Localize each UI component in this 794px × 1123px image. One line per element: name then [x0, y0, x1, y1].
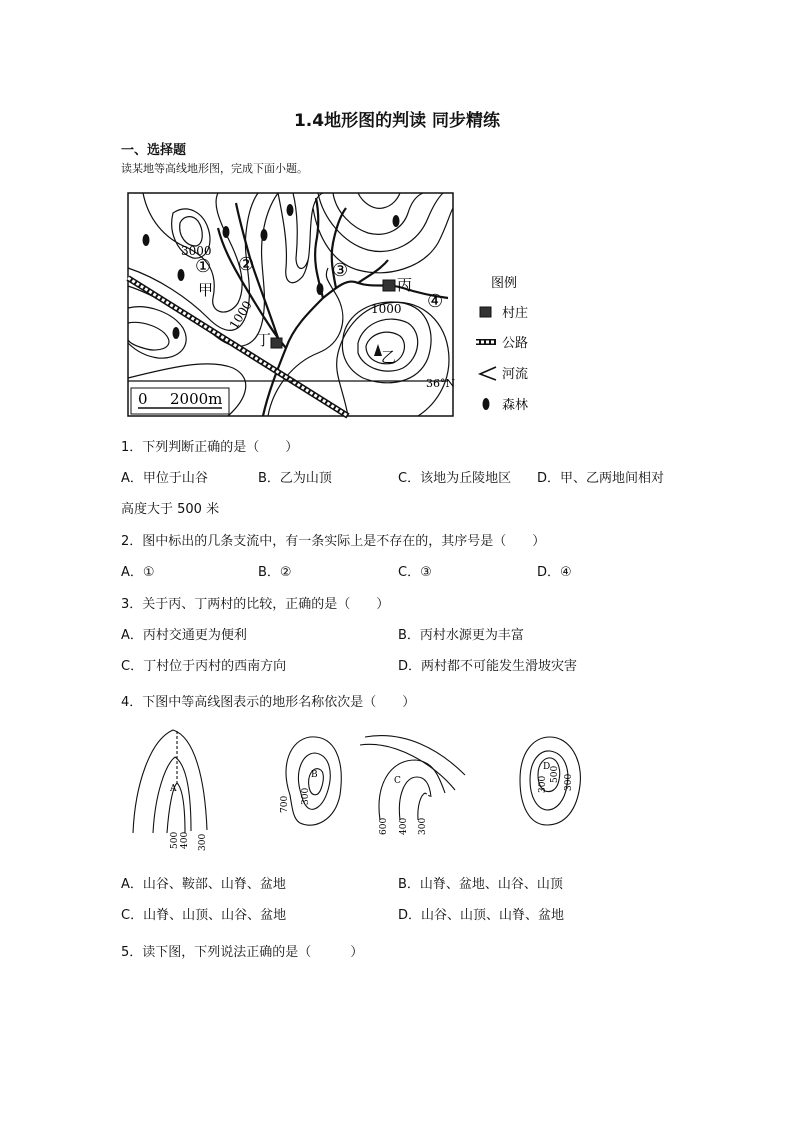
question-3-stem: 3．关于丙、丁两村的比较，正确的是（ ） [121, 597, 390, 612]
question-2-option-d[interactable]: D．④ [537, 565, 572, 580]
place-ding: 丁 [256, 331, 272, 349]
fig-b-label: B [311, 770, 318, 780]
question-2-stem: 2．图中标出的几条支流中，有一条实际上是不存在的，其序号是（ ） [121, 534, 546, 549]
legend-village-icon [480, 307, 491, 317]
fig-d-300-outer: 300 [564, 773, 574, 791]
question-3-option-c[interactable]: C．丁村位于丙村的西南方向 [121, 659, 287, 674]
fig-d-500: 500 [550, 765, 560, 783]
fig-a-400: 400 [180, 831, 190, 849]
fig-a-500: 500 [170, 831, 180, 849]
question-1-option-d-continued: 高度大于 500 米 [121, 502, 220, 517]
contour-map [118, 188, 538, 424]
fig-c-400: 400 [399, 817, 409, 835]
contour-label-1000-left: 1000 [226, 298, 255, 332]
place-yi: 乙 [381, 348, 397, 366]
page-title: 1.4地形图的判读 同步精练 [293, 111, 501, 131]
question-1-option-c[interactable]: C．该地为丘陵地区 [398, 471, 512, 486]
intro-text: 读某地等高线地形图，完成下面小题。 [121, 162, 308, 175]
fig-c-label: C [394, 776, 401, 786]
tributary-1: ① [195, 256, 212, 277]
question-3-option-a[interactable]: A．丙村交通更为便利 [121, 628, 247, 643]
tributary-3: ③ [332, 260, 349, 281]
contour-label-1000-right: 1000 [371, 302, 402, 316]
legend-road: 公路 [502, 336, 529, 351]
place-bing: 丙 [397, 276, 413, 294]
question-1-option-b[interactable]: B．乙为山顶 [258, 471, 332, 486]
fig-b-300: 300 [301, 787, 311, 805]
question-2-option-b[interactable]: B．② [258, 565, 292, 580]
fig-d-300-inner: 300 [538, 775, 548, 793]
scale-length: 2000m [170, 390, 223, 408]
section-heading: 一、选择题 [121, 143, 187, 158]
fig-c-600: 600 [379, 817, 389, 835]
fig-c-300: 300 [418, 817, 428, 835]
question-4-option-a[interactable]: A．山谷、鞍部、山脊、盆地 [121, 877, 286, 892]
place-jia: 甲 [198, 281, 214, 299]
scale-zero: 0 [138, 390, 148, 408]
legend-river: 河流 [502, 367, 529, 382]
fig-b-700: 700 [280, 795, 290, 813]
legend-forest: 森林 [502, 398, 529, 413]
legend-forest-icon [483, 398, 490, 410]
legend-title: 图例 [491, 276, 518, 291]
fig-a-label: A [170, 784, 177, 794]
question-5-stem: 5．读下图，下列说法正确的是（ ） [121, 945, 364, 960]
question-2-option-a[interactable]: A．① [121, 565, 155, 580]
question-1-option-d[interactable]: D．甲、乙两地间相对 [537, 471, 665, 486]
question-4-option-b[interactable]: B．山脊、盆地、山谷、山顶 [398, 877, 563, 892]
question-1-stem: 1．下列判断正确的是（ ） [121, 440, 299, 455]
contour-label-3000: 3000 [181, 244, 212, 258]
contour-figures [125, 725, 595, 860]
latitude-label: 36°N [426, 377, 456, 390]
fig-a-300: 300 [198, 833, 208, 851]
legend-river-icon [480, 367, 496, 380]
question-4-option-c[interactable]: C．山脊、山顶、山谷、盆地 [121, 908, 287, 923]
question-4-stem: 4．下图中等高线图表示的地形名称依次是（ ） [121, 695, 416, 710]
question-2-option-c[interactable]: C．③ [398, 565, 432, 580]
question-3-option-b[interactable]: B．丙村水源更为丰富 [398, 628, 524, 643]
question-1-option-a[interactable]: A．甲位于山谷 [121, 471, 208, 486]
tributary-2: ② [238, 254, 255, 275]
legend-village: 村庄 [502, 306, 529, 321]
tributary-4: ④ [427, 291, 444, 312]
question-3-option-d[interactable]: D．两村都不可能发生滑坡灾害 [398, 659, 578, 674]
fig-d-label: D [543, 762, 551, 772]
question-4-option-d[interactable]: D．山谷、山顶、山脊、盆地 [398, 908, 565, 923]
